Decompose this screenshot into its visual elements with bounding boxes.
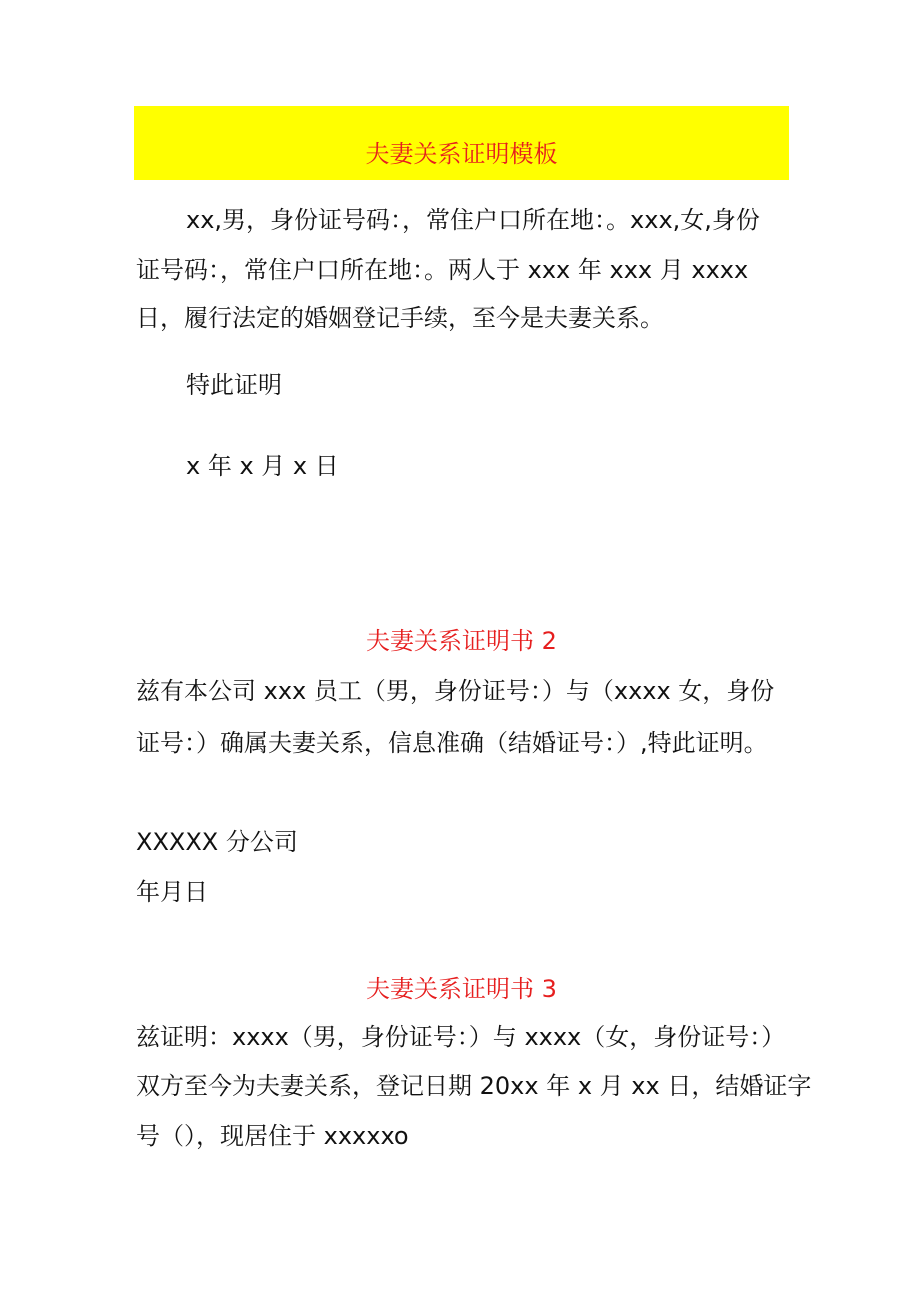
doc2-line-1: 兹有本公司 xxx 员工（男，身份证号：）与（xxxx 女，身份 xyxy=(136,677,775,705)
doc1-line-2: 证号码：，常住户口所在地：。两人于 xxx 年 xxx 月 xxxx xyxy=(136,256,749,284)
doc1-line-3: 日，履行法定的婚姻登记手续，至今是夫妻关系。 xyxy=(136,304,664,332)
doc3-line-1: 兹证明：xxxx（男，身份证号：）与 xxxx（女，身份证号：） xyxy=(136,1023,786,1051)
doc2-title: 夫妻关系证明书 2 xyxy=(366,627,557,655)
doc1-line-1: xx,男，身份证号码：，常住户口所在地：。xxx,女,身份 xyxy=(186,206,760,234)
doc3-line-3: 号（），现居住于 xxxxxo xyxy=(136,1122,409,1150)
doc3-line-2: 双方至今为夫妻关系，登记日期 20xx 年 x 月 xx 日，结婚证字 xyxy=(136,1072,812,1100)
doc1-date: x 年 x 月 x 日 xyxy=(186,452,339,480)
doc1-title: 夫妻关系证明模板 xyxy=(365,139,558,168)
doc1-certify: 特此证明 xyxy=(186,371,282,399)
doc2-date: 年月日 xyxy=(136,878,208,906)
doc3-title: 夫妻关系证明书 3 xyxy=(366,975,557,1003)
doc2-company: XXXXX 分公司 xyxy=(136,828,298,856)
title-banner xyxy=(134,106,789,180)
doc2-line-2: 证号：）确属夫妻关系，信息准确（结婚证号：）,特此证明。 xyxy=(136,729,768,757)
